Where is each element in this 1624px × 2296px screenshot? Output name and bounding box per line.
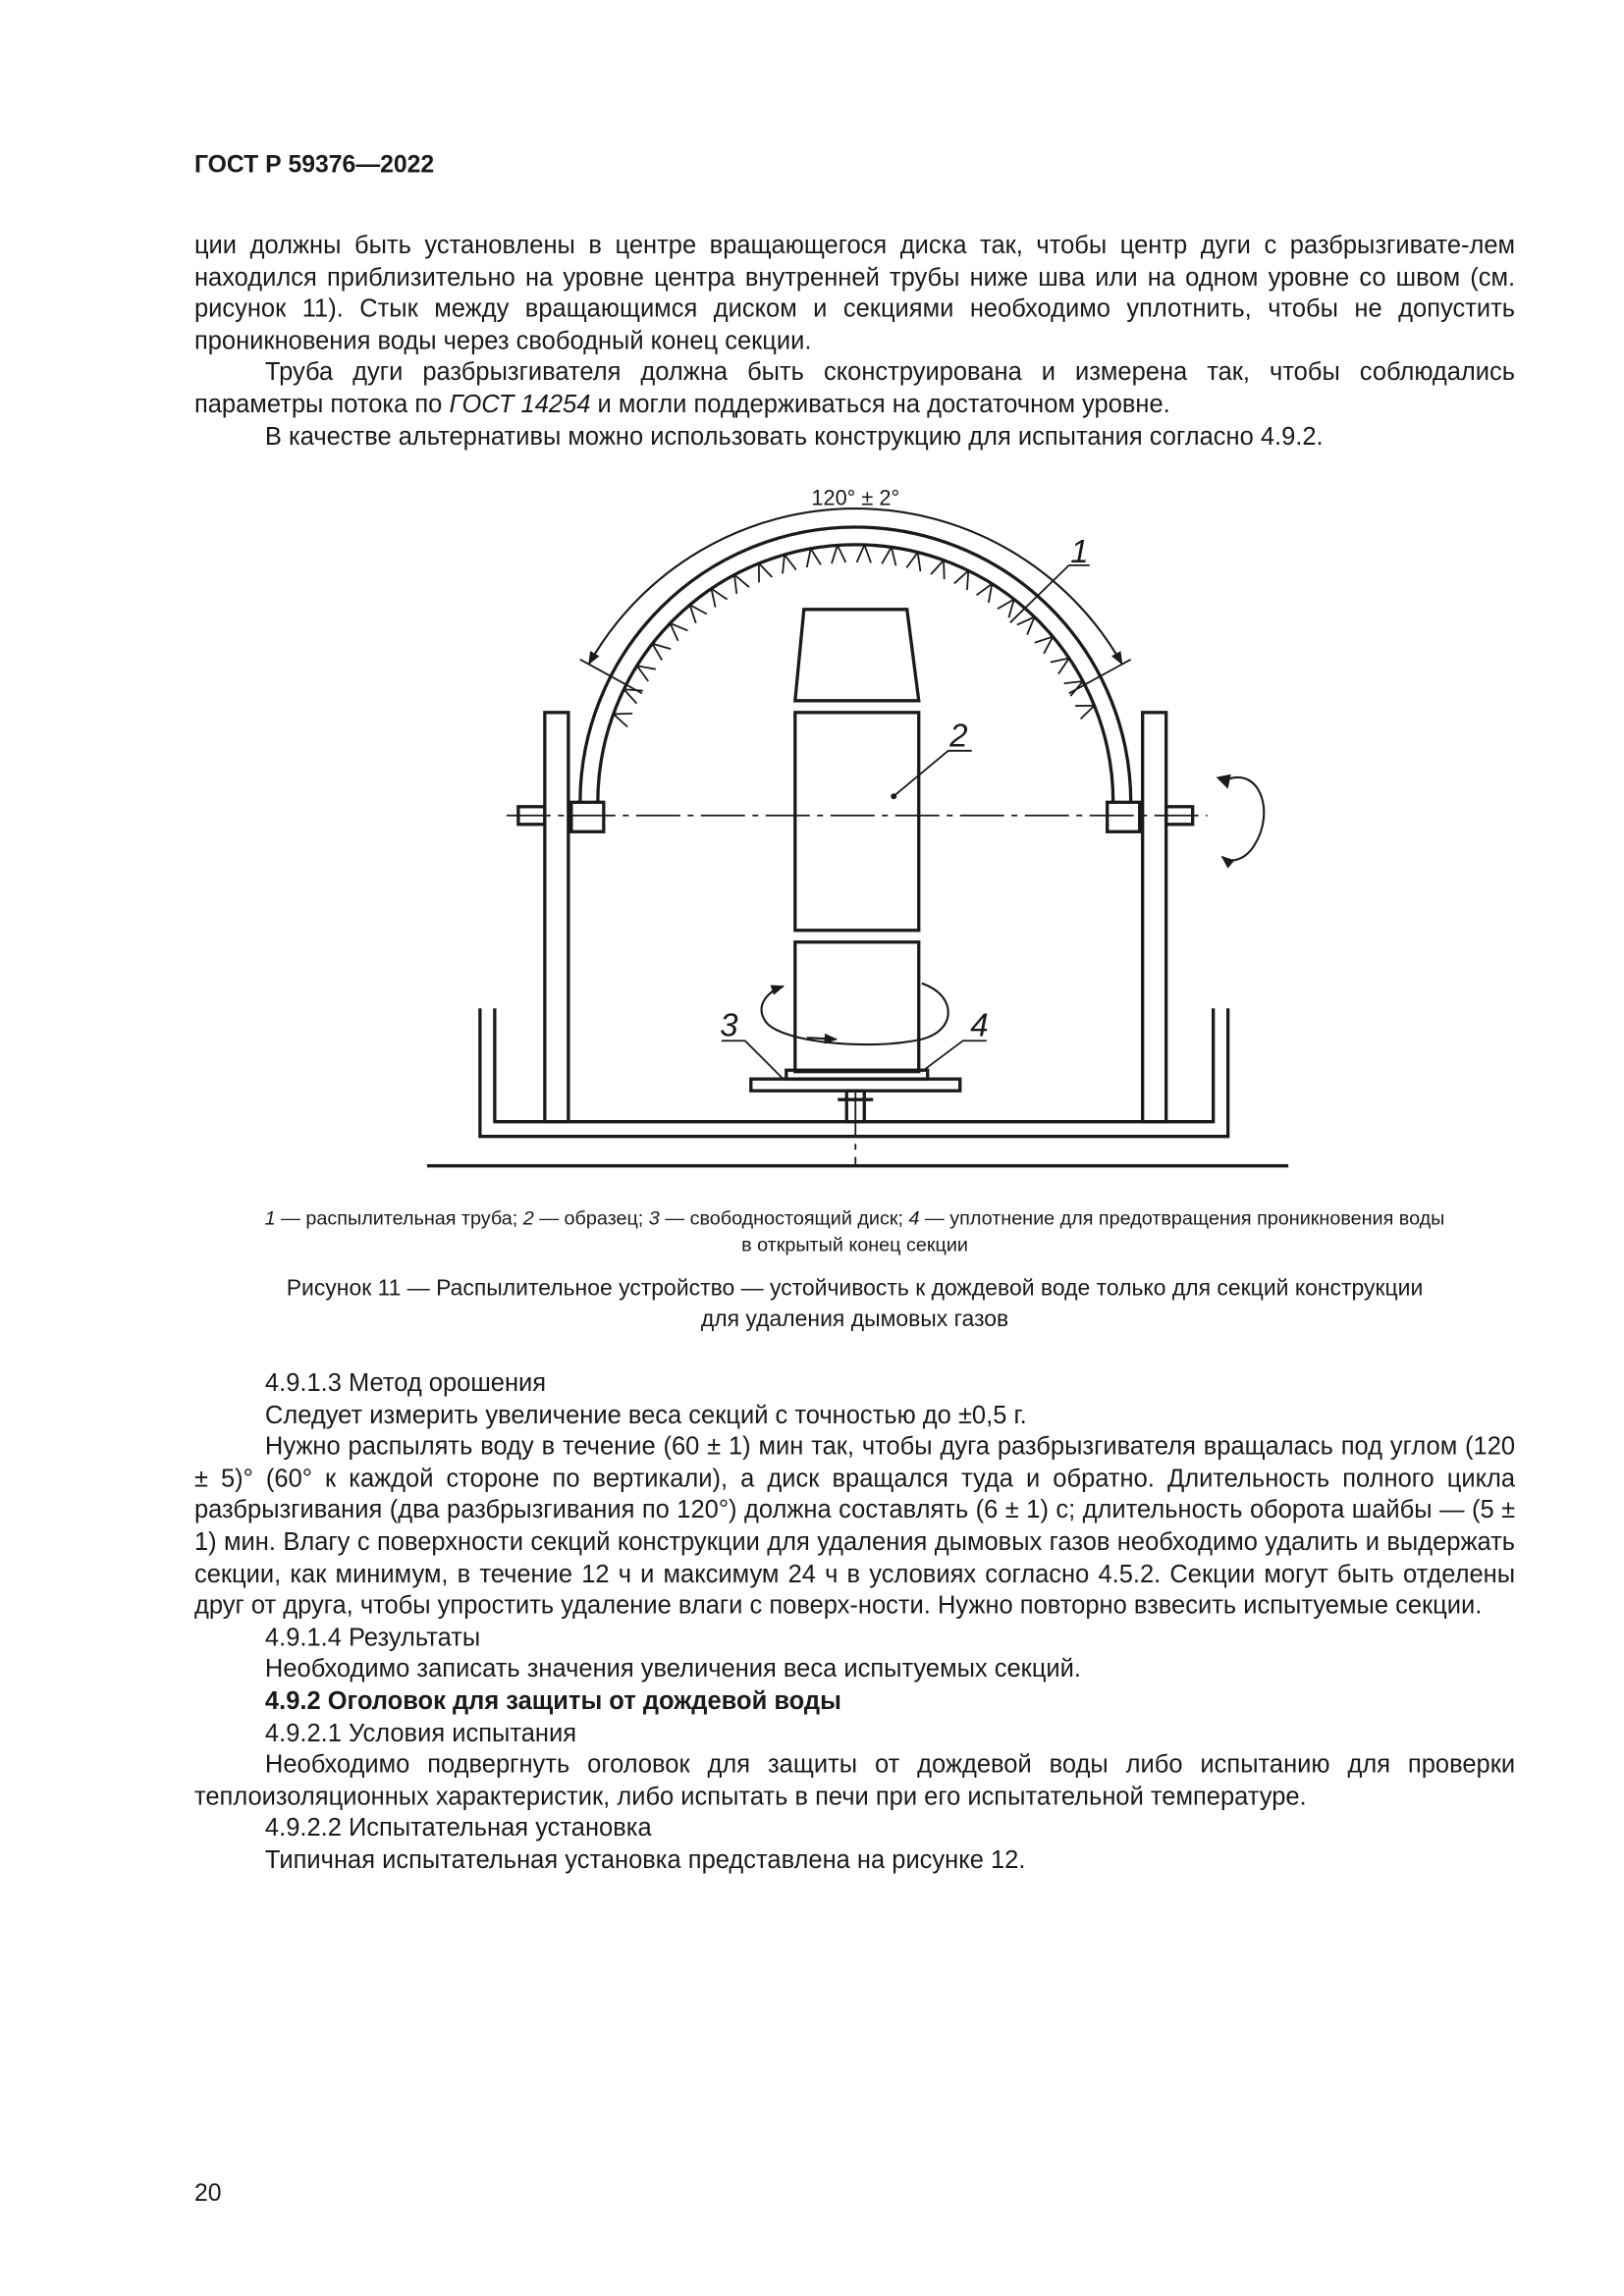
spray-nozzle — [832, 545, 845, 563]
spray-nozzle — [637, 666, 656, 681]
key-text-2: — образец; — [533, 1206, 649, 1230]
spray-nozzle — [1064, 681, 1083, 696]
leader-2 — [895, 751, 972, 795]
callout-4: 4 — [970, 1006, 989, 1043]
spray-jet-line — [811, 549, 821, 564]
spray-jet-line — [1064, 681, 1083, 683]
spray-jet-line — [838, 545, 845, 562]
spray-nozzle — [670, 623, 687, 641]
leader-4 — [922, 1041, 987, 1071]
spray-jet-line — [785, 555, 796, 569]
section-4-9-1-3-paragraph-2: Нужно распылять воду в течение (60 ± 1) мин так, чтобы дуга разбрызгивателя вращалась под углом (120 ± 5)° (60° к каждой стороне по вертикали), а диск вращался туда и обратно. Длительность полного цикла разбрызгивания (два разбрызгивания по 120°) должна составлять (6 ± 1) с; длительность оборота шайбы — (5 ± 1) мин. Влагу с поверхности секций конструкции для удаления дымовых газов необходимо удалить и выдержать секции, как минимум, в течение 12 ч и максимум 24 ч в условиях согласно 4.5.2. Секции могут быть отделены друг от друга, чтобы упростить удаление влаги с поверх-ности. Нужно повторно взвесить испытуемые секции. — [193, 1432, 1516, 1620]
spray-jet-line — [857, 545, 865, 562]
gost-reference: ГОСТ 14254 — [449, 390, 591, 418]
section-4-9-2-2-paragraph: Типичная испытательная установка представлена на рисунке 12. — [264, 1845, 1026, 1874]
section-4-9-1-4-title: 4.9.1.4 Результаты — [264, 1623, 481, 1652]
spray-jet-line — [623, 689, 636, 703]
figure-caption-line-1: Рисунок 11 — Распылительное устройство — устойчивость к дождевой воде только для секций конструкции — [286, 1276, 1424, 1302]
section-block — [194, 1367, 1515, 1876]
spray-jet-line — [918, 553, 921, 571]
spray-nozzle — [759, 563, 772, 582]
page-number: 20 — [193, 2179, 222, 2207]
spray-nozzle — [783, 555, 796, 573]
arc-swing-arrow-head — [1217, 774, 1231, 789]
specimen-section-upper — [795, 713, 919, 931]
spray-nozzle — [711, 589, 727, 608]
spray-jet-line — [864, 545, 871, 562]
specimen-top-cap — [795, 610, 919, 701]
intro-paragraph-1: ции должны быть установлены в центре вращающегося диска так, чтобы центр дуги с разбрызгивате-лем находился приблизительно на уровне центра внутренней трубы ниже шва или на одном уровне со швом (см. рисунок 11). Стык между вращающимся диском и секциями необходимо уплотнить, чтобы не допустить проникновения воды через свободный конец секции. — [193, 231, 1516, 355]
base-tank-inner — [495, 1008, 1214, 1121]
section-4-9-1-3-paragraph-1: Следует измерить увеличение веса секций с точностью до ±0,5 г. — [264, 1401, 1027, 1429]
arc-swing-arrow — [1222, 777, 1265, 860]
key-num-1: 1 — [264, 1206, 276, 1230]
angle-extension-left — [580, 660, 642, 693]
spray-nozzle — [954, 570, 968, 589]
angle-extension-right — [1069, 660, 1131, 693]
spray-nozzle — [998, 599, 1014, 617]
leader-3 — [722, 1041, 784, 1079]
spray-jet-line — [1081, 706, 1095, 719]
figure-key-line-1 — [194, 1205, 1515, 1232]
spray-nozzle — [614, 714, 632, 727]
callout-3: 3 — [720, 1006, 738, 1043]
disc-rotation-arrow-head — [807, 1038, 837, 1039]
spray-jet-line — [734, 575, 749, 588]
spray-nozzle — [857, 545, 871, 562]
spray-jet-line — [614, 714, 627, 726]
spray-nozzle — [652, 644, 671, 661]
section-4-9-1-3-title: 4.9.1.3 Метод орошения — [264, 1368, 547, 1398]
specimen-section-lower — [795, 942, 919, 1072]
spray-jet-line — [967, 570, 968, 589]
figure-key — [194, 1205, 1515, 1258]
intro-p2-before: Труба дуги разбрызгивателя должна быть сконструирована и измерена так, чтобы соблюдались параметры потока по — [193, 357, 1516, 418]
key-text-1: — распылительная труба; — [275, 1206, 523, 1230]
spray-jet-line — [759, 563, 772, 577]
spray-jet-line — [807, 549, 811, 567]
section-4-9-2-1-paragraph: Необходимо подвергнуть оголовок для защиты от дождевой воды либо испытанию для проверки теплоизоляционных характеристик, либо испытать в печи при его испытательной температуре. — [193, 1750, 1516, 1811]
intro-p2-after: и могли поддерживаться на достаточном уровне. — [590, 390, 1170, 418]
spray-nozzle — [734, 575, 749, 594]
left-stand — [545, 713, 568, 1122]
spray-jet-line — [734, 575, 736, 594]
spray-nozzle — [690, 605, 707, 623]
key-num-4: 4 — [908, 1206, 920, 1230]
arc-left-foot — [571, 802, 604, 831]
key-text-3: — свободностоящий диск; — [659, 1206, 909, 1230]
callout-1: 1 — [1070, 532, 1089, 569]
section-4-9-2-1-title: 4.9.2.1 Условия испытания — [264, 1718, 577, 1747]
spray-arc-outer — [580, 527, 1131, 802]
figure-caption-line-2: для удаления дымовых газов — [700, 1306, 1009, 1332]
spray-nozzle — [882, 547, 895, 565]
spray-jet-line — [944, 561, 945, 579]
key-text-4: — уплотнение для предотвращения проникновения воды — [919, 1206, 1445, 1230]
spray-nozzle — [1017, 616, 1035, 634]
callout-2: 2 — [949, 717, 968, 754]
spray-jet-line — [954, 570, 968, 583]
spray-arc-inner — [598, 545, 1113, 802]
spray-nozzle — [931, 561, 945, 579]
spray-jet-line — [882, 547, 892, 563]
section-4-9-2-2-title: 4.9.2.2 Испытательная установка — [264, 1813, 652, 1842]
right-stand — [1143, 713, 1166, 1122]
figure-caption — [194, 1275, 1515, 1335]
leader-1 — [1010, 565, 1090, 622]
spray-nozzle — [1075, 706, 1094, 719]
spray-nozzle — [977, 584, 993, 603]
angle-label: 120° ± 2° — [811, 485, 900, 510]
specimen-center-dot — [891, 793, 896, 799]
spray-jet-line — [614, 714, 632, 715]
standard-code-header: ГОСТ Р 59376—2022 — [193, 151, 435, 179]
section-4-9-2-title: 4.9.2 Оголовок для защиты от дождевой воды — [264, 1686, 841, 1715]
spray-jet-line — [892, 547, 896, 565]
spray-jet-line — [931, 561, 944, 574]
spray-nozzle — [807, 549, 821, 567]
intro-paragraph-3: В качестве альтернативы можно использовать конструкцию для испытания согласно 4.9.2. — [264, 421, 1324, 451]
key-num-2: 2 — [522, 1206, 534, 1230]
section-4-9-1-4-paragraph: Необходимо записать значения увеличения веса испытуемых секций. — [264, 1655, 1082, 1683]
arc-right-foot — [1108, 802, 1140, 831]
key-num-3: 3 — [648, 1206, 660, 1230]
spray-jet-line — [832, 545, 838, 563]
spray-nozzle — [906, 553, 920, 571]
spray-jet-line — [906, 553, 917, 568]
freestanding-disc — [751, 1079, 960, 1091]
spray-jet-line — [783, 555, 785, 573]
spray-nozzle — [1035, 637, 1054, 654]
spray-nozzle — [1051, 658, 1069, 673]
figure-key-line-2: в открытый конец секции — [741, 1233, 968, 1256]
